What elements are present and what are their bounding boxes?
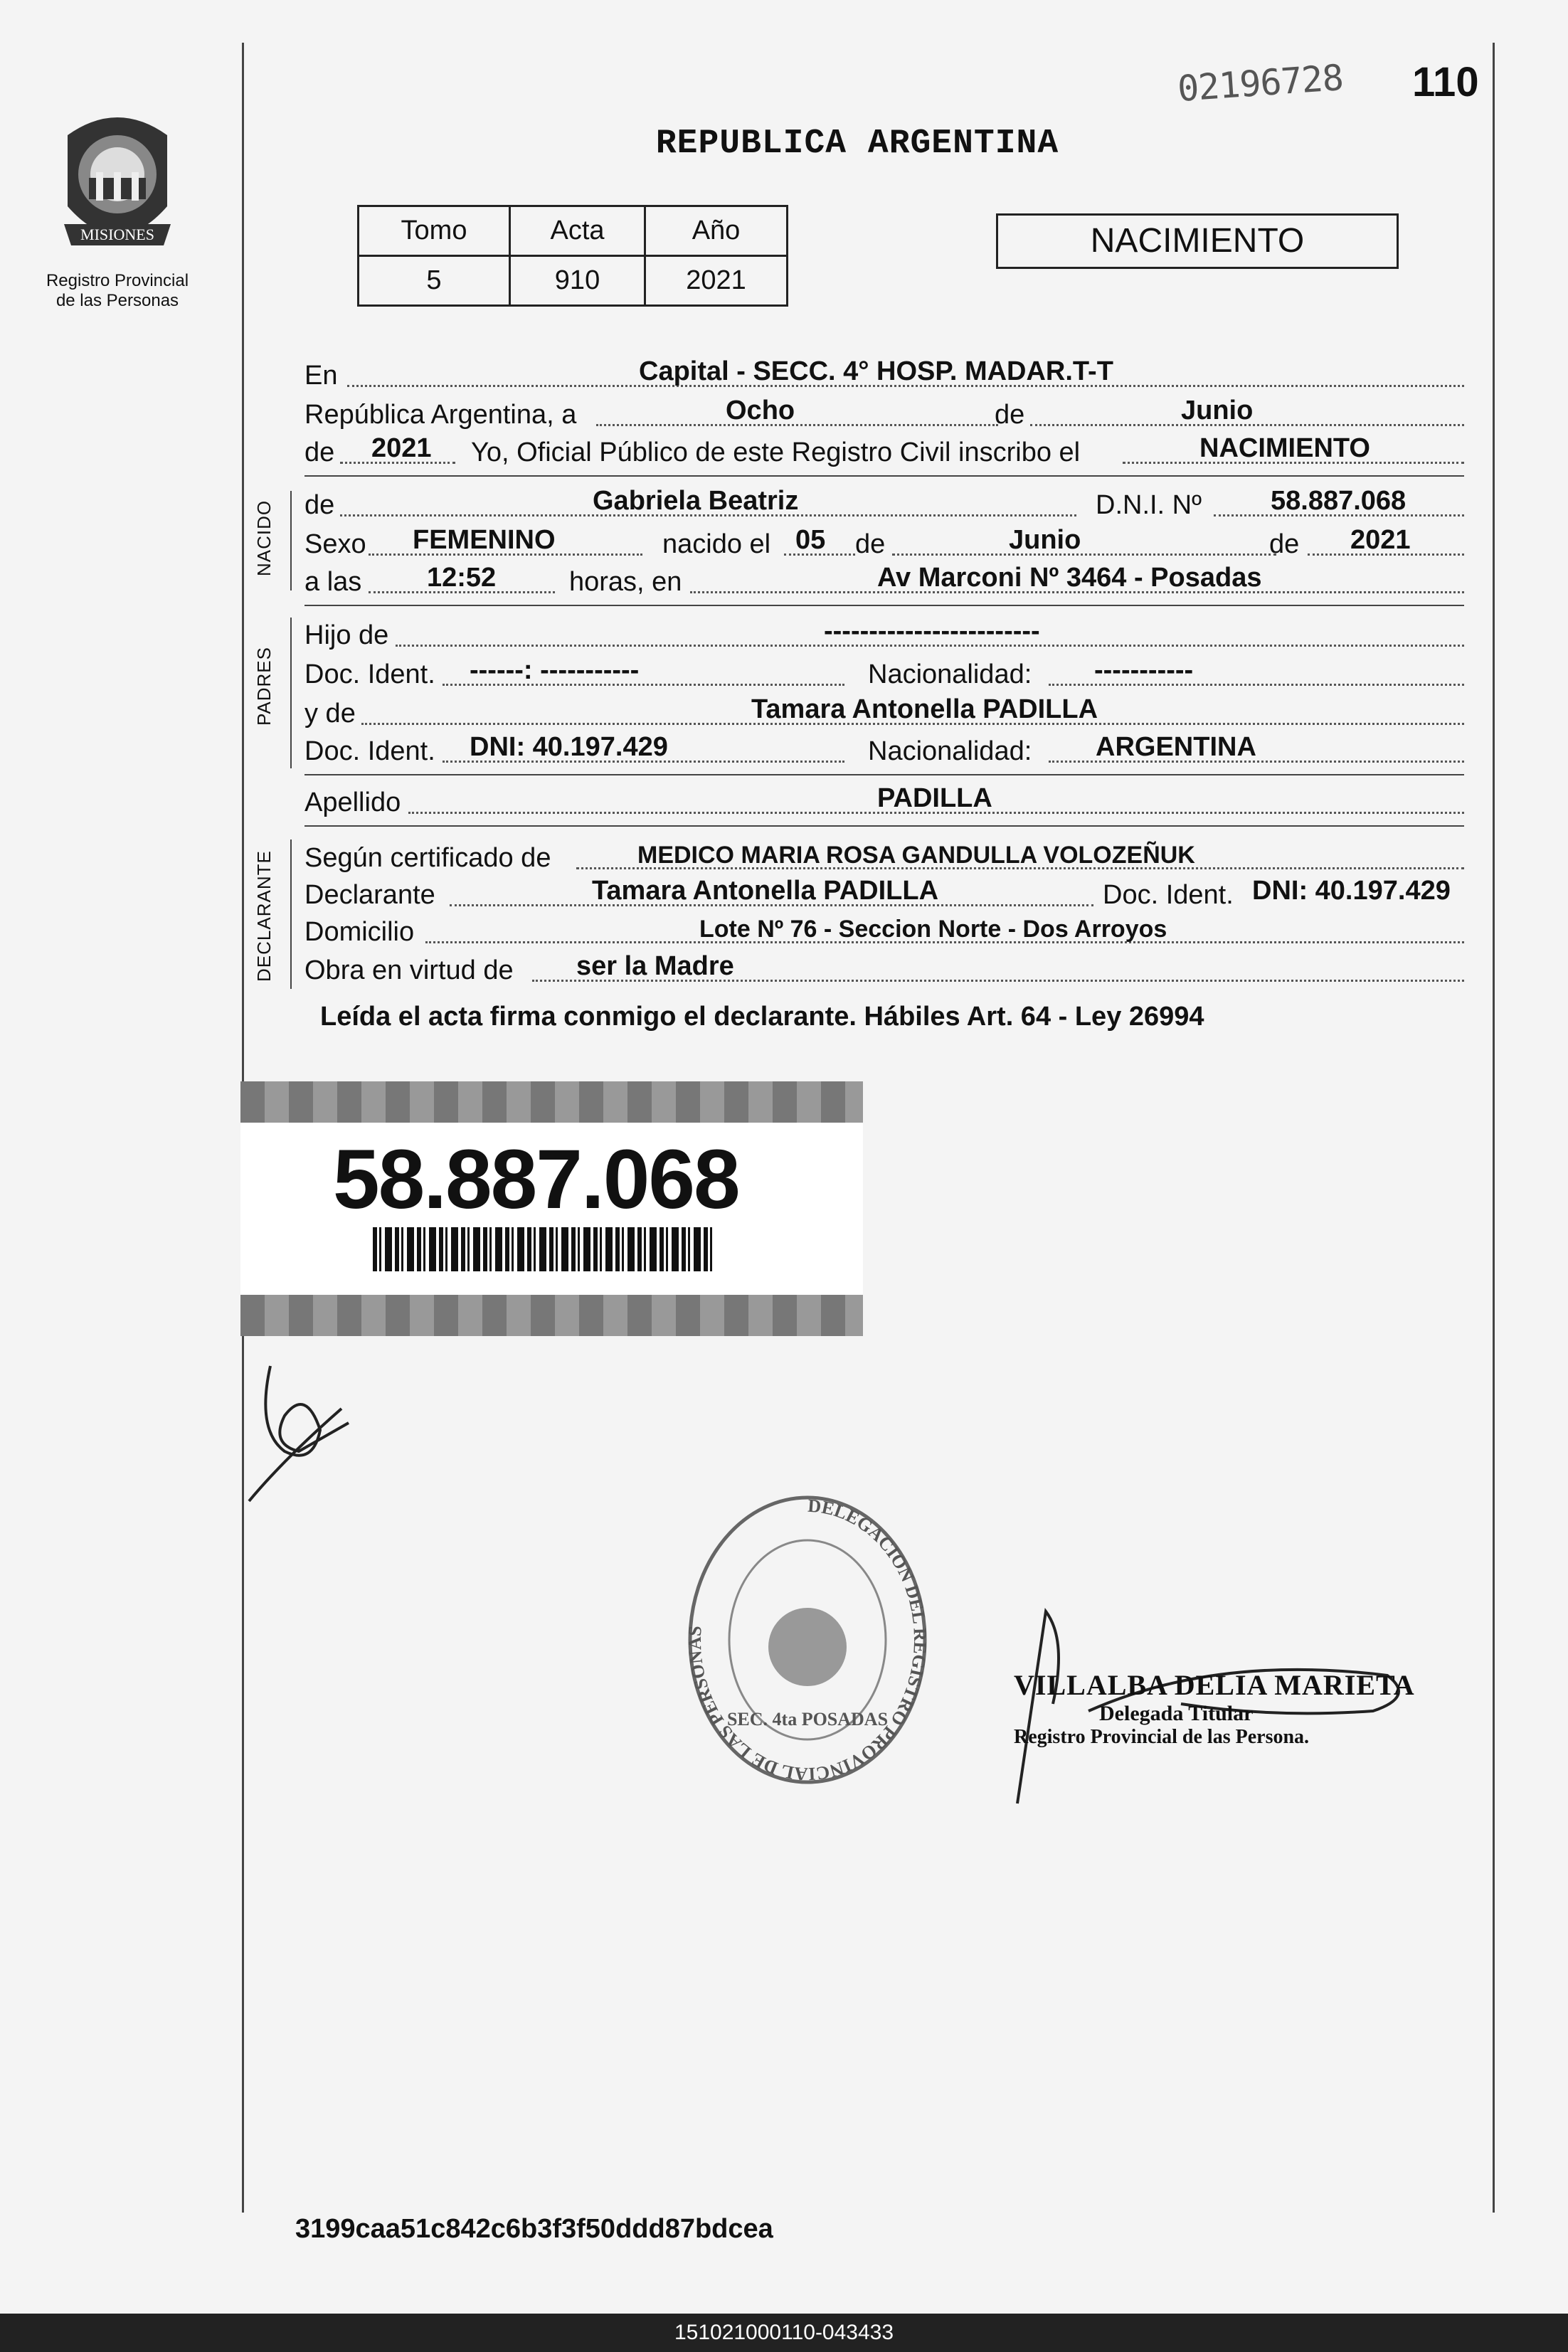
birth-address: Av Marconi Nº 3464 - Posadas: [877, 563, 1262, 593]
birth-de2-label: de: [1269, 529, 1300, 559]
padres-section-label: PADRES: [253, 647, 275, 726]
obra-value: ser la Madre: [576, 951, 734, 981]
row-father: [304, 615, 1464, 654]
father-nat-label: Nacionalidad:: [868, 659, 1032, 689]
event-value: NACIMIENTO: [1199, 433, 1370, 463]
child-dni: 58.887.068: [1271, 486, 1407, 516]
declarante-doc-label: Doc. Ident.: [1103, 880, 1234, 910]
row-date: [304, 395, 1464, 433]
right-margin-line: [1493, 43, 1495, 2213]
row-nacido-name: [304, 485, 1464, 524]
registry-table: [357, 205, 788, 307]
birth-year: 2021: [1350, 525, 1411, 555]
nacido-el-label: nacido el: [662, 529, 771, 559]
row-nacido-time: [304, 562, 1464, 600]
yde-label: y de: [304, 699, 356, 729]
page-number: 110: [1412, 59, 1479, 105]
logo-caption-line2: de las Personas: [55, 291, 179, 310]
ano-header: Año: [645, 206, 788, 256]
nacido-de-label: de: [304, 490, 335, 520]
oficial-text: Yo, Oficial Público de este Registro Civil inscribo el: [471, 438, 1081, 467]
republica-label: República Argentina, a: [304, 400, 577, 430]
ano-value: 2021: [645, 256, 788, 306]
place-value: Capital - SECC. 4° HOSP. MADAR.T-T: [639, 356, 1113, 386]
sexo-label: Sexo: [304, 529, 366, 559]
year-value: 2021: [371, 433, 432, 463]
apellido-label: Apellido: [304, 788, 401, 817]
registry-logo: [39, 107, 196, 311]
cert-value: MEDICO MARIA ROSA GANDULLA VOLOZEÑUK: [637, 842, 1195, 869]
birth-day: 05: [795, 525, 826, 555]
mother-nationality: ARGENTINA: [1096, 732, 1256, 762]
acta-header: Acta: [510, 206, 645, 256]
record-type-box: NACIMIENTO: [996, 213, 1399, 269]
row-en: [304, 356, 1464, 394]
de2-label: de: [304, 438, 335, 467]
tomo-value: 5: [359, 256, 510, 306]
sexo-value: FEMENINO: [413, 525, 556, 555]
row-declarante: [304, 875, 1464, 913]
father-doc-label: Doc. Ident.: [304, 659, 435, 689]
row-mother: [304, 694, 1464, 732]
day-value: Ocho: [726, 396, 795, 425]
row-father-doc: [304, 655, 1464, 693]
birth-de-label: de: [855, 529, 886, 559]
province-seal-icon: [46, 107, 189, 263]
document-hash: 3199caa51c842c6b3f3f50ddd87bdcea: [295, 2214, 773, 2244]
legal-text: Leída el acta firma conmigo el declarante. Hábiles Art. 64 - Ley 26994: [320, 1002, 1204, 1032]
father-doc: ------: -----------: [470, 655, 640, 685]
mother-name: Tamara Antonella PADILLA: [751, 694, 1098, 724]
logo-caption-line1: Registro Provincial: [46, 271, 189, 290]
signer-name: VILLALBA DELIA MARIETA: [1014, 1669, 1415, 1701]
father-name: ------------------------: [824, 616, 1040, 646]
mother-nat-label: Nacionalidad:: [868, 736, 1032, 766]
serial-number: 02196728: [1176, 56, 1345, 110]
acta-value: 910: [510, 256, 645, 306]
declarante-name: Tamara Antonella PADILLA: [592, 876, 939, 906]
signer-block: [1014, 1668, 1415, 1749]
svg-text:MISIONES: MISIONES: [80, 226, 154, 243]
declarante-section-label: DECLARANTE: [253, 850, 275, 982]
dni-label: D.N.I. Nº: [1096, 490, 1202, 520]
row-domicilio: [304, 912, 1464, 950]
row-apellido: [304, 783, 1464, 821]
hijo-de-label: Hijo de: [304, 620, 389, 650]
de-label: de: [995, 400, 1025, 430]
obra-label: Obra en virtud de: [304, 955, 514, 985]
nacido-section-label: NACIDO: [253, 499, 275, 576]
alas-label: a las: [304, 567, 362, 597]
row-year: [304, 433, 1464, 471]
en-label: En: [304, 361, 338, 391]
row-obra: [304, 950, 1464, 989]
domicilio-value: Lote Nº 76 - Seccion Norte - Dos Arroyos: [699, 916, 1167, 943]
declarante-label: Declarante: [304, 880, 435, 910]
footer-code: 151021000110-043433: [0, 2314, 1568, 2352]
row-nacido-sexo: [304, 524, 1464, 563]
mother-doc-label: Doc. Ident.: [304, 736, 435, 766]
barcode: [373, 1227, 714, 1271]
registry-stamp-icon: [676, 1483, 939, 1796]
child-name: Gabriela Beatriz: [593, 486, 799, 516]
declarante-doc: DNI: 40.197.429: [1252, 876, 1451, 906]
month-value: Junio: [1181, 396, 1254, 425]
mother-doc: DNI: 40.197.429: [470, 732, 668, 762]
father-nationality: -----------: [1094, 655, 1194, 685]
stamp-ring-text: DELEGACION DEL REGISTRO PROVINCIAL DE LAS PERSONAS: [684, 1495, 931, 1785]
cert-label: Según certificado de: [304, 843, 551, 873]
stamp-center-text: SEC. 4ta POSADAS: [726, 1709, 889, 1729]
birth-month: Junio: [1009, 525, 1081, 555]
signer-office: Registro Provincial de las Persona.: [1014, 1726, 1310, 1748]
dni-card-number: 58.887.068: [333, 1133, 739, 1227]
row-certificado: [304, 838, 1464, 876]
official-signature-icon: [242, 1345, 370, 1508]
signer-role: Delegada Titular: [1099, 1702, 1254, 1725]
document-title: REPUBLICA ARGENTINA: [655, 125, 1059, 163]
dni-number-card: [240, 1081, 863, 1336]
domicilio-label: Domicilio: [304, 917, 415, 947]
row-mother-doc: [304, 731, 1464, 770]
horas-label: horas, en: [569, 567, 682, 597]
birth-time: 12:52: [427, 563, 497, 593]
tomo-header: Tomo: [359, 206, 510, 256]
apellido-value: PADILLA: [877, 783, 992, 813]
